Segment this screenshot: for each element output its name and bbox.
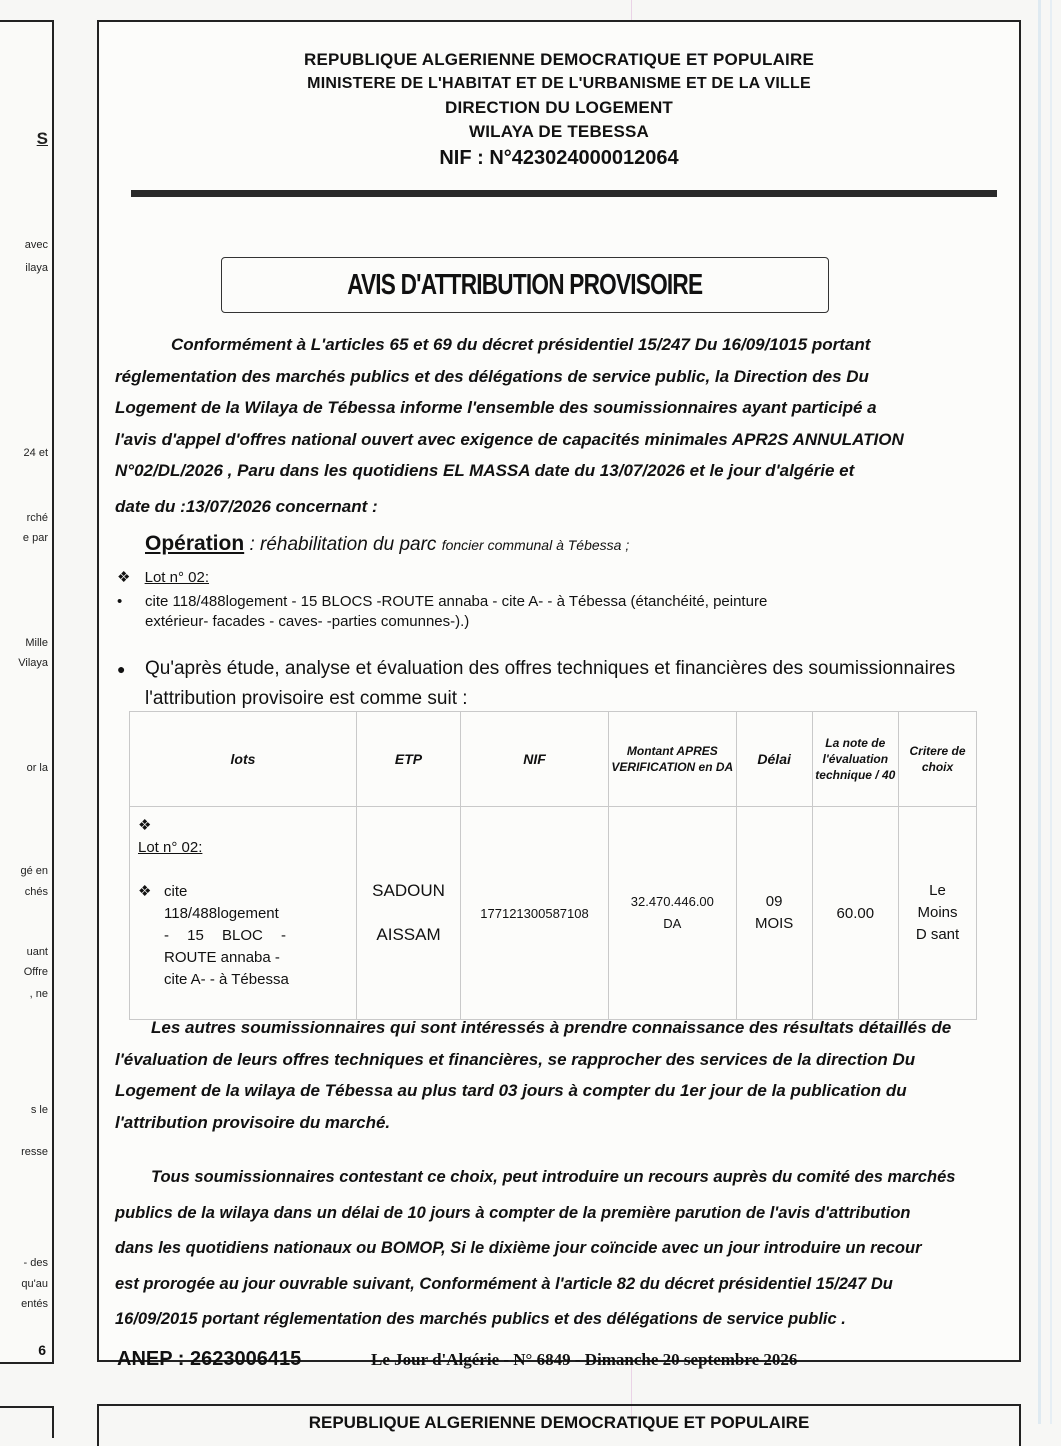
cell-cite-line: cite A- - à Tébessa	[164, 971, 289, 988]
header-note: La note de l'évaluation technique / 40	[812, 712, 898, 807]
neighbor-fragment: rché	[26, 512, 48, 524]
neighbor-fragment: 24 et	[23, 447, 48, 459]
notice-header	[99, 48, 1019, 172]
cell-critere-line: Moins	[917, 904, 958, 921]
recours-line: publics de la wilaya dans un délai de 10 jours à compter de la première parution de l'avis d'attribution	[115, 1203, 911, 1222]
lot-description-line: extérieur- facades - caves- -parties comunnes-).)	[145, 613, 470, 630]
neighbor-fragment: - des	[23, 1257, 48, 1269]
page-number: 6	[38, 1342, 46, 1358]
cell-etp-line: SADOUN	[372, 881, 445, 900]
cell-note: 60.00	[812, 807, 898, 1020]
notice-frame	[97, 20, 1021, 1370]
neighbor-fragment: resse	[21, 1146, 48, 1158]
recours-line: Tous soumissionnaires contestant ce choix, peut introduire un recours auprès du comité des marchés	[151, 1168, 956, 1186]
cell-montant-line: DA	[663, 916, 682, 931]
cell-critere-line: Le	[929, 882, 946, 899]
header-lots: lots	[130, 712, 357, 807]
diamond-bullet-icon: ❖	[138, 817, 152, 834]
lot-label: Lot n° 02:	[144, 569, 210, 586]
table-header-row	[130, 712, 977, 807]
journal-reference: Le Jour d'Algérie - N° 6849 - Dimanche 20 septembre 2026	[371, 1350, 798, 1369]
lot-description-text	[145, 592, 767, 632]
cell-delai	[736, 807, 812, 1020]
attribution-table	[129, 711, 977, 1020]
header-line: WILAYA DE TEBESSA	[468, 122, 650, 141]
cell-lot-cite	[138, 881, 348, 991]
neighbor-fragment: uant	[26, 946, 48, 958]
neighbor-fragment: Vilaya	[18, 657, 48, 669]
intro-line: réglementation des marchés publics et des délégations de service public, la Direction des Du	[115, 366, 869, 386]
neighbor-fragment: e par	[22, 532, 48, 544]
cell-delai-line: MOIS	[754, 915, 794, 932]
header-montant: Montant APRES VERIFICATION en DA	[608, 712, 736, 807]
cell-critere-line: D sant	[915, 926, 960, 943]
intro-line: date du :13/07/2026 concernant :	[115, 496, 378, 516]
header-line: REPUBLIQUE ALGERIENNE DEMOCRATIQUE ET POPULAIRE	[304, 50, 814, 69]
diamond-bullet-icon: ❖	[138, 883, 152, 900]
intro-line: l'avis d'appel d'offres national ouvert avec exigence de capacités minimales APR2S ANNULATION	[115, 429, 904, 449]
next-notice-header: REPUBLIQUE ALGERIENNE DEMOCRATIQUE ET POPULAIRE	[308, 1413, 810, 1432]
bullet-icon: •	[117, 593, 123, 610]
recours-paragraph	[115, 1160, 1001, 1338]
header-line: MINISTERE DE L'HABITAT ET DE L'URBANISME ET DE LA VILLE	[307, 75, 811, 92]
operation-small: foncier communal à Tébessa ;	[441, 537, 630, 553]
operation-line	[145, 532, 629, 556]
recours-line: est prorogée au jour ouvrable suivant, Conformément à l'article 82 du décret présidentiel 15/247 Du	[115, 1274, 893, 1293]
evaluation-line: l'attribution provisoire est comme suit :	[145, 688, 468, 709]
header-etp: ETP	[356, 712, 460, 807]
neighbor-fragment: or la	[26, 762, 48, 774]
intro-paragraph	[115, 329, 1001, 522]
cell-cite-line: cite	[164, 883, 188, 900]
neighbor-fragment: ilaya	[25, 262, 48, 274]
scan-artifact-line	[1050, 0, 1052, 1424]
header-rule	[131, 190, 997, 197]
intro-line: Conformément à L'articles 65 et 69 du décret présidentiel 15/247 Du 16/09/1015 portant	[171, 335, 871, 354]
recours-line: 16/09/2015 portant réglementation des marchés publics et des délégations de service public .	[115, 1310, 846, 1328]
cell-lot-label: Lot n° 02:	[138, 839, 203, 856]
cell-cite-line: 118/488logement	[164, 905, 279, 922]
notice-title-box	[221, 257, 829, 313]
intro-line: Logement de la Wilaya de Tébessa informe l'ensemble des soumissionnaires ayant participé a	[115, 398, 877, 417]
header-nif: NIF	[461, 712, 609, 807]
neighbor-fragment: , ne	[29, 988, 48, 1000]
evaluation-text	[145, 654, 955, 714]
cell-montant	[608, 807, 736, 1020]
cell-lot	[130, 807, 357, 1020]
next-notice	[97, 1404, 1021, 1446]
cell-etp-line: AISSAM	[376, 925, 441, 944]
others-line: Les autres soumissionnaires qui sont intéressés à prendre connaissance des résultats détaillés de	[151, 1018, 952, 1037]
cell-cite-line: - 15 BLOC -	[164, 927, 287, 944]
header-delai: Délai	[736, 712, 812, 807]
bullet-icon: ●	[117, 661, 126, 677]
lot-description	[117, 592, 977, 632]
neighbor-fragment: gé en	[20, 865, 48, 877]
neighbor-fragment: Offre	[23, 966, 48, 978]
cell-montant-line: 32.470.446.00	[630, 894, 714, 909]
lot-heading	[117, 568, 209, 586]
neighbor-fragment: chés	[24, 886, 48, 898]
others-line: l'attribution provisoire du marché.	[115, 1112, 391, 1132]
evaluation-line: Qu'après étude, analyse et évaluation des offres techniques et financières des soumissionnaires	[145, 658, 956, 679]
cell-cite-line: ROUTE annaba -	[164, 949, 280, 966]
others-paragraph	[115, 1012, 1001, 1138]
operation-label: Opération	[145, 532, 245, 555]
recours-line: dans les quotidiens nationaux ou BOMOP, Si le dixième jour coïncide avec un jour introduire un recour	[115, 1239, 922, 1257]
header-critere: Critere de choix	[899, 712, 977, 807]
cell-etp	[356, 807, 460, 1020]
cell-critere	[899, 807, 977, 1020]
neighbor-fragment: entés	[21, 1298, 48, 1310]
header-nif: NIF : N°423024000012064	[439, 147, 679, 169]
intro-line: N°02/DL/2026 , Paru dans les quotidiens EL MASSA date du 13/07/2026 et le jour d'algérie et	[115, 461, 855, 480]
neighbor-fragment: S	[36, 129, 48, 148]
neighbor-fragment: qu'au	[21, 1278, 48, 1290]
others-line: Logement de la wilaya de Tébessa au plus tard 03 jours à compter du 1er jour de la publication du	[115, 1081, 907, 1100]
table-row	[130, 807, 977, 1020]
lot-description-line: cite 118/488logement - 15 BLOCS -ROUTE annaba - cite A- - à Tébessa (étanchéité, peinture	[145, 593, 768, 610]
neighbor-column-next	[0, 1406, 54, 1438]
neighbor-fragment: avec	[24, 239, 48, 251]
diamond-bullet-icon: ❖	[117, 569, 131, 586]
header-line: DIRECTION DU LOGEMENT	[444, 98, 674, 117]
notice-title: AVIS D'ATTRIBUTION PROVISOIRE	[347, 269, 703, 301]
neighbor-column	[0, 20, 54, 1364]
cell-nif: 177121300587108	[461, 807, 609, 1020]
cell-delai-line: 09	[765, 893, 783, 910]
others-line: l'évaluation de leurs offres techniques et financières, se rapprocher des services de la direction Du	[115, 1049, 916, 1069]
neighbor-fragment: s le	[30, 1104, 48, 1116]
anep-reference: ANEP : 2623006415	[117, 1348, 302, 1370]
neighbor-fragment: Mille	[25, 637, 48, 649]
scan-artifact-line	[1038, 0, 1041, 1424]
notice-footer	[99, 1342, 1019, 1382]
operation-text: : réhabilitation du parc	[249, 534, 437, 555]
